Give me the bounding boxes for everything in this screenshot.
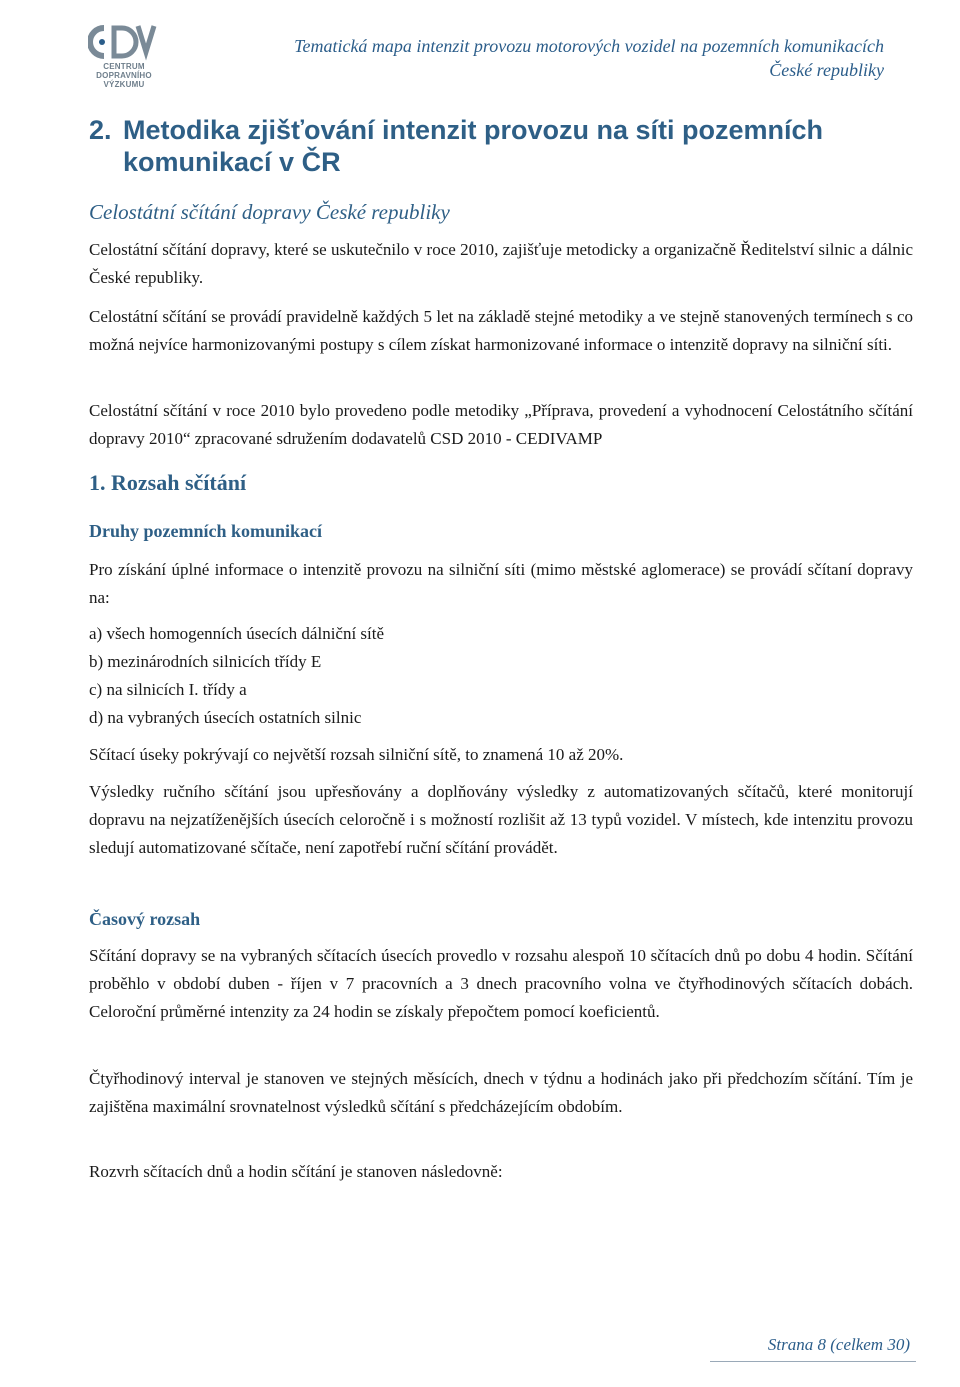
main-heading-line2: komunikací v ČR [123, 147, 341, 177]
cdv-logo-mark [88, 22, 160, 62]
paragraph-coverage: Sčítací úseky pokrývají co největší rozsah silniční sítě, to znamená 10 až 20%. [89, 745, 624, 764]
logo-line-dopravniho: DOPRAVNÍHO [96, 71, 152, 80]
main-heading [89, 114, 889, 178]
logo-line-centrum: CENTRUM [103, 62, 145, 71]
main-heading-line1: Metodika zjišťování intenzit provozu na síti pozemních [123, 115, 824, 145]
paragraph-interval: Čtyřhodinový interval je stanoven ve stejných měsících, dnech v týdnu a hodinách jako při předchozím sčítání. Tím je zajištěna maximální srovnatelnost výsledků sčítání s předcházejícím obdobím. [89, 1069, 913, 1116]
paragraph-schedule: Rozvrh sčítacích dnů a hodin sčítání je stanoven následovně: [89, 1162, 503, 1181]
header-title-line2: České republiky [769, 60, 884, 80]
header-title [194, 34, 884, 82]
list-item: d) na vybraných úsecích ostatních silnic [89, 708, 362, 727]
paragraph-regularity: Celostátní sčítání se provádí pravidelně každých 5 let na základě stejné metodiky a ve stejně stanovených termínech s co možná nejvíce harmonizovanými postupy s cílem získat harmonizované informace o intenzitě dopravy na silniční síti. [89, 307, 913, 354]
subheading: Celostátní sčítání dopravy České republiky [89, 200, 450, 224]
paragraph-druhy-intro: Pro získání úplné informace o intenzitě provozu na silniční síti (mimo městské aglomerace) se provádí sčítaní dopravy na: [89, 560, 913, 607]
paragraph-time-range: Sčítání dopravy se na vybraných sčítacích úsecích provedlo v rozsahu alespoň 10 sčítacích dnů po dobu 4 hodin. Sčítání proběhlo v období duben - říjen v 7 pracovních a 3 dnech pracovního volna ve čtyřhodinových sčítacích dobách. Celoroční průměrné intenzity za 24 hodin se získaly přepočtem pomocí koeficientů. [89, 946, 913, 1021]
logo-line-vyzkumu: VÝZKUMU [103, 80, 145, 89]
section-title: 1. Rozsah sčítání [89, 470, 247, 495]
paragraph-results: Výsledky ručního sčítání jsou upřesňovány a doplňovány výsledky z automatizovaných sčítačů, které monitorují dopravu na nejzatíženějších úsecích celoročně i s možností rozlišit až 13 typů vozidel. V místech, kde intenzitu provozu sledují automatizované sčítače, není zapotřebí ruční sčítání provádět. [89, 782, 913, 857]
section-heading-druhy: Druhy pozemních komunikací [89, 521, 323, 541]
cdv-logo [84, 22, 164, 100]
main-heading-number: 2. [89, 115, 112, 145]
page-number: Strana 8 (celkem 30) [767, 1335, 910, 1354]
section-heading-casovy-rozsah: Časový rozsah [89, 909, 201, 929]
list-item: b) mezinárodních silnicích třídy E [89, 652, 322, 671]
header-title-line1: Tematická mapa intenzit provozu motorových vozidel na pozemních komunikacích [294, 36, 884, 56]
list-item: a) všech homogenních úsecích dálniční sítě [89, 624, 385, 643]
list-item: c) na silnicích I. třídy a [89, 680, 247, 699]
footer-divider [710, 1361, 916, 1362]
paragraph-intro: Celostátní sčítání dopravy, které se uskutečnilo v roce 2010, zajišťuje metodicky a organizačně Ředitelství silnic a dálnic České republiky. [89, 240, 913, 287]
paragraph-methodology: Celostátní sčítání v roce 2010 bylo provedeno podle metodiky „Příprava, provedení a vyhodnocení Celostátního sčítání dopravy 2010“ zpracované sdružením dodavatelů CSD 2010 - CEDIVAMP [89, 401, 913, 448]
